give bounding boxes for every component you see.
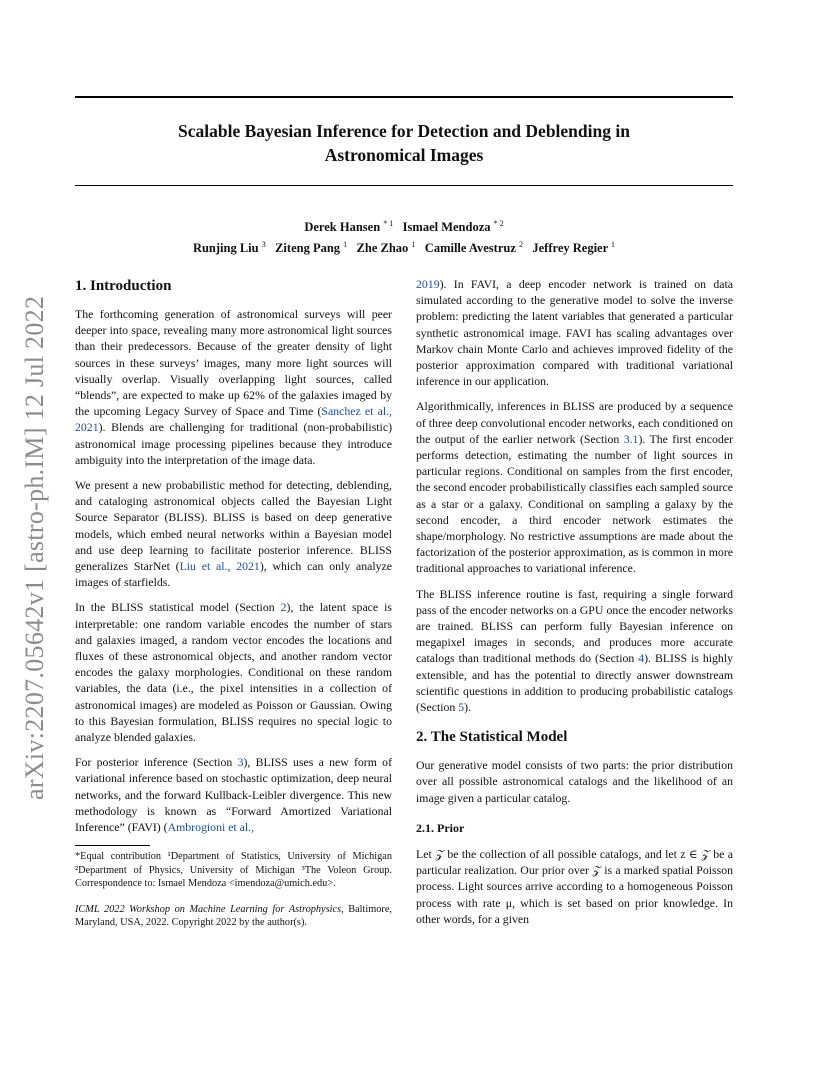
section-heading-statistical-model: 2. The Statistical Model: [416, 729, 568, 746]
body-paragraph-algorithm: Algorithmically, inferences in BLISS are produced by a sequence of three deep convolutional encoder networks, each conditioned on the output of the earlier network (Section 3.1). The first encoder performs detection, estimating the number of light sources in particular regions. Conditional on samples from the first encoder, the second encoder probabilistically classifies each sampled source as a star or a galaxy. Conditional on sampling a galaxy by the second encoder, a third encoder network estimates the shape/morphology. No restrictive assumptions are made about the factorization of the posterior approximation, as is common in more traditional approaches to variational inference.: [416, 399, 733, 576]
arxiv-identifier-stamp: arXiv:2207.05642v1 [astro-ph.IM] 12 Jul 2022: [20, 295, 49, 800]
author-affil: 1: [343, 240, 348, 250]
section-ref-link[interactable]: 3.1: [623, 431, 639, 446]
author-line-2: [75, 236, 733, 257]
author-name: Ziteng Pang: [275, 241, 341, 256]
footnote-rule: [75, 845, 150, 846]
citation-link[interactable]: Ambrogioni et al.,: [167, 820, 255, 835]
title-line-1: Scalable Bayesian Inference for Detection and Deblending in: [178, 121, 630, 141]
title-bottom-rule: [75, 185, 733, 186]
intro-paragraph-3: In the BLISS statistical model (Section 2), the latent space is interpretable: one random variable encodes the number of stars and galaxies imaged, a random vector encodes the locations and fluxes of these astronomical objects, and another random vector encodes the galaxy morphologies. Conditional on these random variables, the data (i.e., the pixel intensities in a collection of astronomical images) are modeled as Poisson or Gaussian. Owing to this Bayesian formulation, BLISS requires no special logic to analyze blended galaxies.: [75, 600, 392, 745]
intro-paragraph-1: The forthcoming generation of astronomical surveys will peer deeper into space, revealing many more astronomical light sources than their predecessors. Because of the greater density of light sources in these surveys’ images, many more light sources will visually overlap. Visually overlapping light sources, called “blends”, are expected to make up 62% of the galaxies imaged by the upcoming Legacy Survey of Space and Time (Sanchez et al., 2021). Blends are challenging for traditional (non-probabilistic) astronomical image processing pipelines because they introduce ambiguity into the interpretation of the image data.: [75, 307, 392, 467]
intro-paragraph-4: For posterior inference (Section 3), BLISS uses a new form of variational inference based on stochastic optimization, deep neural networks, and the forward Kullback-Leibler divergence. This new methodology is known as “Forward Amortized Variational Inference” (FAVI) (Ambrogioni et al.,: [75, 755, 392, 835]
author-list: [75, 215, 733, 257]
author-name: Ismael Mendoza: [402, 220, 491, 235]
left-column: [75, 276, 392, 941]
author-affil: * 2: [493, 219, 504, 228]
author-affil: * 1: [383, 219, 394, 228]
author-name: Runjing Liu: [192, 241, 259, 256]
section-ref-link[interactable]: 3: [237, 755, 244, 770]
body-paragraph-prior: Let 𝒵 be the collection of all possible catalogs, and let z ∈ 𝒵 be a particular realization. Our prior over 𝒵 is a marked spatial Poisson process. Light sources arrive according to a homogeneous Poisson process with rate μ, which is set based on prior knowledge. In other words, for a given: [416, 846, 733, 926]
footnote-affiliations: *Equal contribution ¹Department of Statistics, University of Michigan ²Department of Physics, University of Michigan ³The Voleon Group. Correspondence to: Ismael Mendoza <imendoza@umich.edu>.: [75, 851, 392, 890]
section-ref-link[interactable]: 2: [280, 600, 287, 615]
author-affil: 1: [611, 240, 616, 250]
body-paragraph-favi: 2019). In FAVI, a deep encoder network is trained on data simulated according to the generative model to solve the inverse problem: predicting the latent variables that generated a particular synthetic astronomical image. FAVI has scaling advantages over Markov chain Monte Carlo and achieves improved fidelity of the posterior approximation compared with traditional variational inference in our application.: [416, 277, 733, 389]
author-name: Jeffrey Regier: [532, 241, 608, 256]
title-line-2: Astronomical Images: [324, 145, 484, 165]
section-heading-introduction: 1. Introduction: [75, 278, 172, 294]
author-name: Zhe Zhao: [356, 241, 409, 256]
body-paragraph-speed: The BLISS inference routine is fast, requiring a single forward pass of the encoder networks on a GPU once the encoder networks are trained. BLISS can perform fully Bayesian inference on megapixel images in seconds, and produces more accurate catalogs than traditional methods do (Section 4). BLISS is highly extensible, and has the potential to directly answer downstream scientific questions in addition to producing probabilistic catalogs (Section 5).: [416, 586, 733, 715]
subsection-heading-prior: 2.1. Prior: [416, 820, 465, 835]
author-affil: 2: [519, 240, 523, 250]
right-column: [416, 276, 733, 936]
citation-link[interactable]: Sanchez et al., 2021: [75, 404, 392, 435]
author-affil: 3: [261, 240, 266, 250]
section-ref-link[interactable]: 5: [458, 700, 465, 715]
author-name: Derek Hansen: [304, 220, 381, 235]
citation-link[interactable]: 2019: [416, 277, 440, 291]
author-affil: 1: [411, 240, 416, 250]
section-ref-link[interactable]: 4: [638, 651, 645, 666]
intro-paragraph-2: We present a new probabilistic method for detecting, deblending, and cataloging astronomical objects called the Bayesian Light Source Separator (BLISS). BLISS is based on deep generative models, which embed neural networks within a Bayesian model and use deep learning to facilitate posterior inference. BLISS generalizes StarNet (Liu et al., 2021), which can only analyze images of starfields.: [75, 478, 392, 590]
title-top-rule: [75, 96, 733, 98]
author-line-1: [75, 215, 733, 236]
author-name: Camille Avestruz: [424, 241, 516, 256]
paper-title: [75, 119, 733, 167]
citation-link[interactable]: Liu et al., 2021: [179, 559, 260, 574]
body-paragraph-model: Our generative model consists of two parts: the prior distribution over all possible astronomical catalogs and the likelihood of an image given a particular catalog.: [416, 758, 733, 805]
footnote-venue: ICML 2022 Workshop on Machine Learning for Astrophysics, Baltimore, Maryland, USA, 2022. Copyright 2022 by the author(s).: [75, 903, 392, 928]
